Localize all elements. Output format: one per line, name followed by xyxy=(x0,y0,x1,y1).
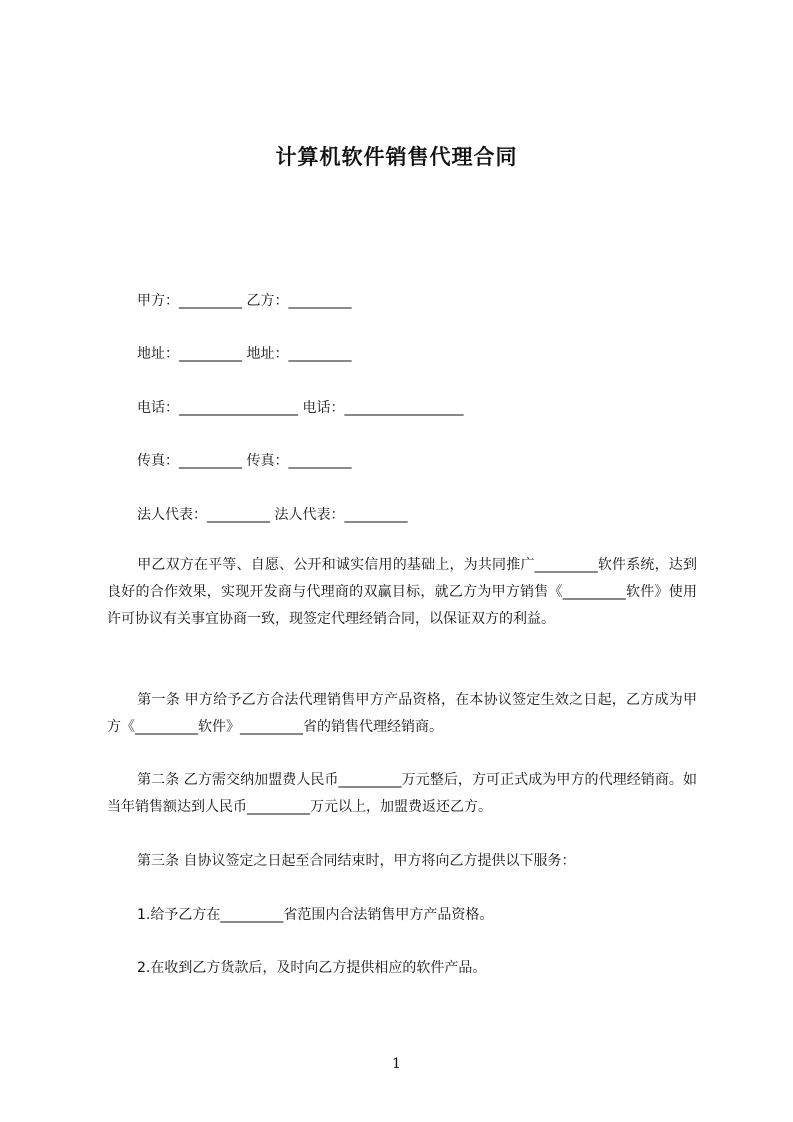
party-line-phone: 电话：_________________ 电话：_________________ xyxy=(137,400,464,416)
intro-paragraph xyxy=(107,552,697,633)
intro-text: 甲乙双方在平等、自愿、公开和诚实信用的基础上，为共同推广_________软件系统，达到良好的合作效果，实现开发商与代理商的双赢目标，就乙方为甲方销售《_________软件》使用许可协议有关事宜协商一致，现签定代理经销合同，以保证双方的利益。 xyxy=(107,557,697,627)
article-1-text: 第一条 甲方给予乙方合法代理销售甲方产品资格，在本协议签定生效之日起，乙方成为甲方《_________软件》_________省的销售代理经销商。 xyxy=(107,692,697,735)
article-2-text: 第二条 乙方需交纳加盟费人民币_________万元整后，方可正式成为甲方的代理经销商。如当年销售额达到人民币_________万元以上，加盟费返还乙方。 xyxy=(107,772,697,815)
service-item-2: 2.在收到乙方货款后，及时向乙方提供相应的软件产品。 xyxy=(137,960,487,976)
article-3: 第三条 自协议签定之日起至合同结束时，甲方将向乙方提供以下服务： xyxy=(137,853,576,869)
page-number: 1 xyxy=(392,1056,401,1072)
article-1 xyxy=(107,687,697,741)
party-line-name: 甲方：_________ 乙方：_________ xyxy=(137,293,352,309)
article-2 xyxy=(107,767,697,821)
party-line-address: 地址：_________ 地址：_________ xyxy=(137,346,352,362)
party-line-fax: 传真：_________ 传真：_________ xyxy=(137,453,352,469)
service-item-1: 1.给予乙方在_________省范围内合法销售甲方产品资格。 xyxy=(137,907,494,923)
party-line-legal-rep: 法人代表：_________ 法人代表：_________ xyxy=(137,507,408,523)
document-title: 计算机软件销售代理合同 xyxy=(275,145,518,169)
